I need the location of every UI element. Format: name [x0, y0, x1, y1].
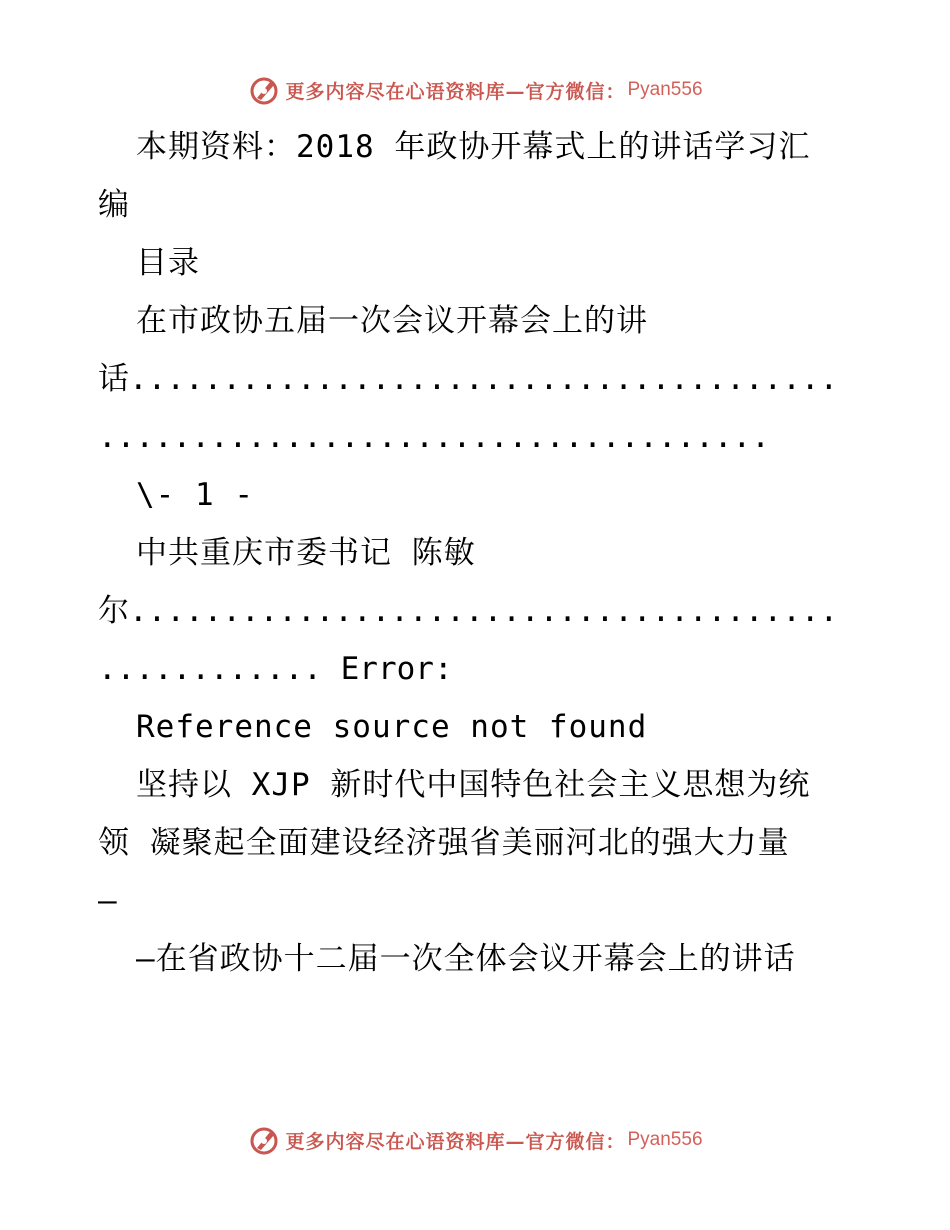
doc-title-line-1: 本期资料：2018 年政协开幕式上的讲话学习汇 [136, 129, 811, 165]
toc-entry-2-line-1: 中共重庆市委书记 陈敏 [136, 535, 476, 571]
toc-entry-3-line-2: 领 凝聚起全面建设经济强省美丽河北的强大力量 [98, 825, 790, 861]
toc-entry-1-page: \- 1 - [136, 477, 254, 513]
toc-entry-3-line-1: 坚持以 XJP 新时代中国特色社会主义思想为统 [136, 767, 811, 803]
toc-entry-3-line-3: — [98, 883, 118, 919]
document-body [98, 118, 858, 988]
watermark-banner-top [0, 70, 950, 110]
watermark-wechat-id: Pyan556 [627, 1129, 703, 1150]
toc-entry-2-line-3: ............ Error: [98, 651, 453, 687]
toc-entry-1-line-3: .................................... [98, 419, 770, 455]
pen-circle-icon [247, 73, 281, 107]
pen-circle-icon [247, 1123, 281, 1157]
toc-entry-1-line-2: 话...................................... [98, 361, 839, 397]
watermark-text: 更多内容尽在心语资料库—官方微信： [285, 1130, 626, 1153]
toc-entry-2-line-4: Reference source not found [136, 709, 648, 745]
watermark-wechat-id: Pyan556 [627, 79, 703, 100]
doc-title-line-2: 编 [98, 187, 130, 223]
toc-entry-1-line-1: 在市政协五届一次会议开幕会上的讲 [136, 303, 648, 339]
watermark-banner-bottom [0, 1120, 950, 1160]
toc-entry-2-line-2: 尔...................................... [98, 593, 839, 629]
watermark-text: 更多内容尽在心语资料库—官方微信： [285, 80, 626, 103]
toc-entry-3-line-4: —在省政协十二届一次全体会议开幕会上的讲话 [136, 941, 796, 977]
toc-heading: 目录 [136, 245, 200, 281]
